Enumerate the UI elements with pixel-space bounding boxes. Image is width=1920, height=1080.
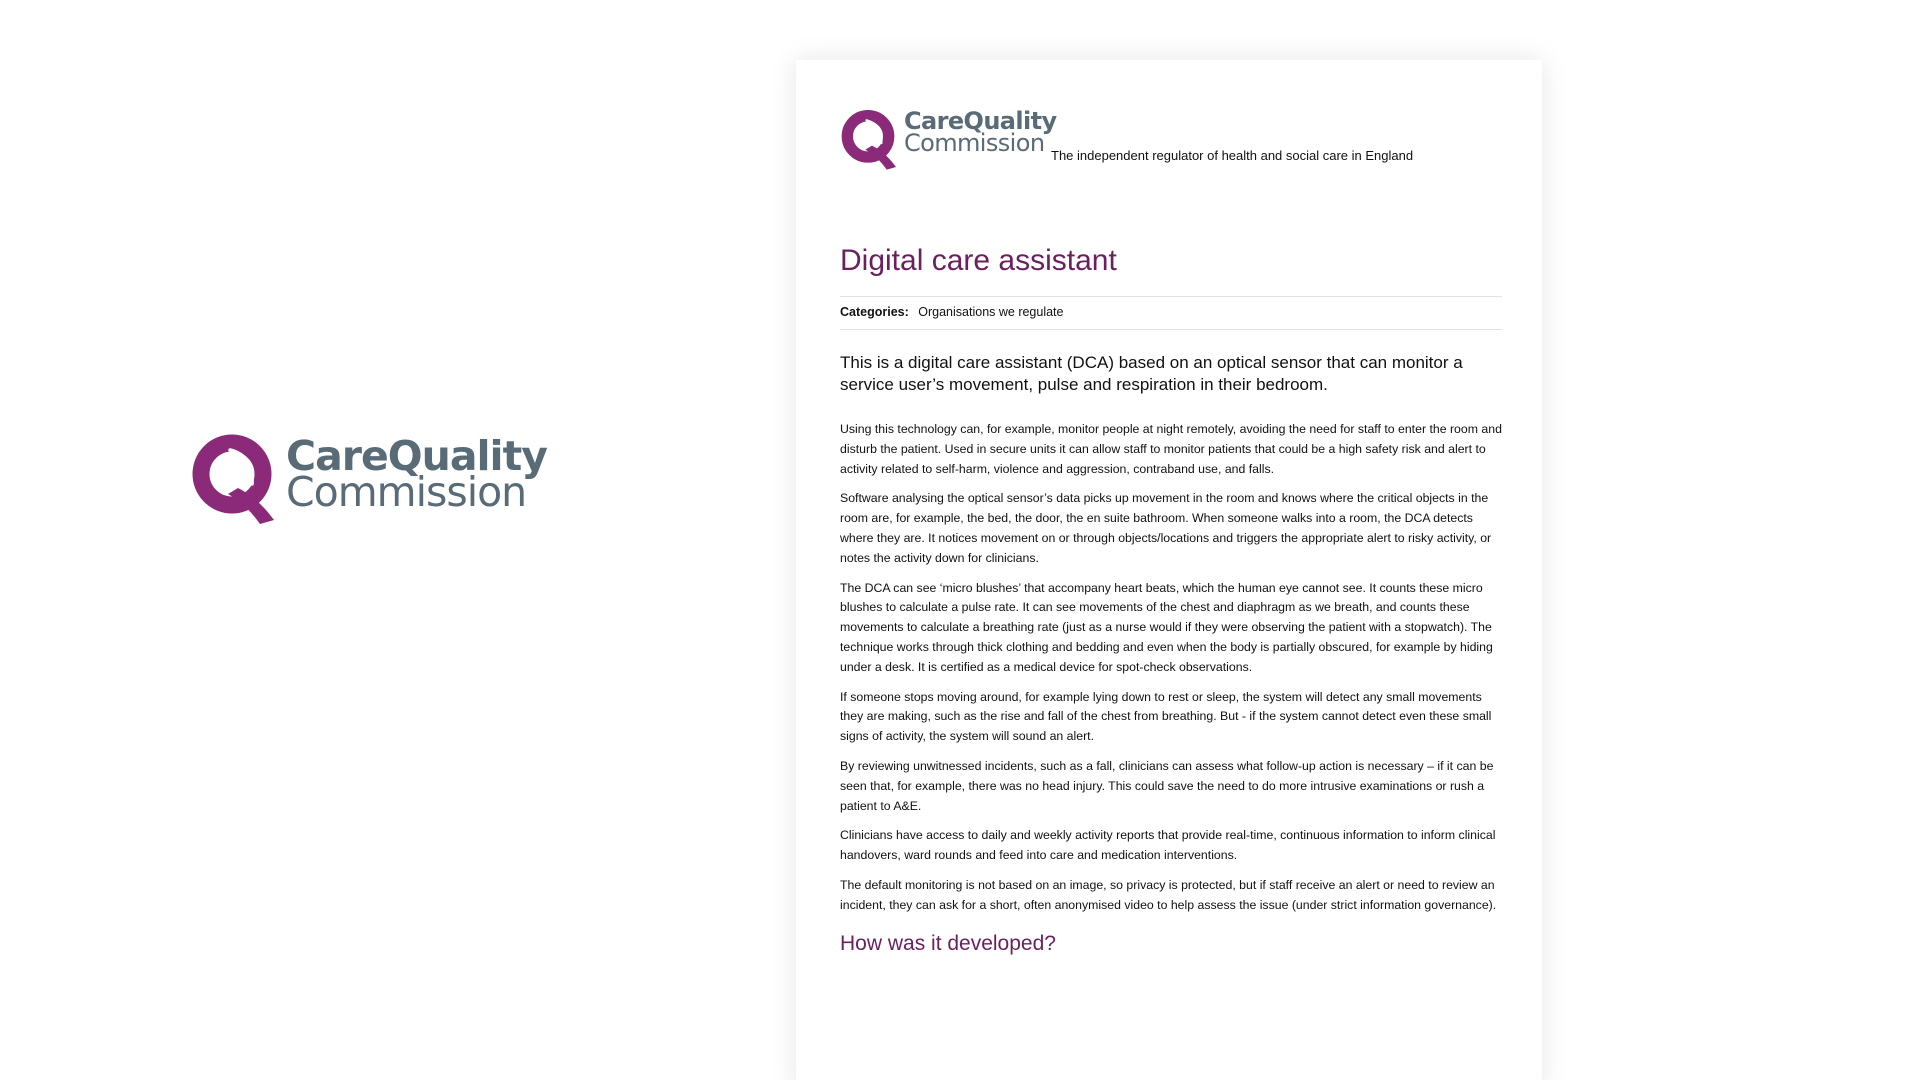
body-paragraph-6: Clinicians have access to daily and weekly activity reports that provide real-time, continuous information to inform clinical handovers, ward rounds and feed into care and medication interventions. — [840, 828, 1496, 863]
cqc-logo-large — [190, 428, 547, 528]
body-paragraph-4: If someone stops moving around, for example lying down to rest or sleep, the system will detect any small movements they are making, such as the rise and fall of the chest from breathing. But - if the system cannot detect even these small signs of activity, the system will sound an alert. — [840, 689, 1492, 744]
cqc-q-mark-icon-small — [840, 104, 900, 174]
body-paragraph-3: The DCA can see ‘micro blushes’ that accompany heart beats, which the human eye cannot see. It counts these micro blushes to calculate a pulse rate. It can see movements of the chest and diaphragm as we breath, and counts these movements to calculate a breathing rate (just as a nurse would if they were observing the patient with a stopwatch). The technique works through thick clothing and bedding and even when the body is partially obscured, for example by hiding under a desk. It is certified as a medical device for spot-check observations. — [840, 580, 1493, 674]
header-tagline: The independent regulator of health and social care in England — [1051, 148, 1414, 163]
body-paragraph-2: Software analysing the optical sensor’s data picks up movement in the room and knows where the critical objects in the room are, for example, the bed, the door, the en suite bathroom. When someone walks into a room, the DCA detects where they are. It notices movement on or through objects/locations and triggers the appropriate alert to risky activity, or notes the activity down for clinicians. — [840, 491, 1492, 565]
divider-top — [840, 296, 1502, 297]
header-wordmark-line1: CareQuality — [904, 107, 1057, 135]
logo-wordmark-line2: Commission — [286, 468, 527, 516]
document-header — [840, 104, 1500, 174]
cqc-q-mark-icon — [190, 428, 280, 528]
categories-label: Categories: — [840, 305, 909, 319]
lead-paragraph: This is a digital care assistant (DCA) based on an optical sensor that can monitor a service user’s movement, pulse and respiration in their bedroom. — [840, 353, 1463, 394]
categories-value: Organisations we regulate — [918, 305, 1064, 319]
document-page — [796, 60, 1542, 1080]
logo-wordmark-line1: CareQuality — [286, 432, 547, 480]
section-heading-development: How was it developed? — [840, 931, 1056, 955]
categories-row — [840, 305, 1064, 319]
body-paragraph-7: The default monitoring is not based on an image, so privacy is protected, but if staff receive an alert or need to review an incident, they can ask for a short, often anonymised video to help assess the issue (under strict information governance). — [840, 877, 1497, 912]
body-paragraph-1: Using this technology can, for example, monitor people at night remotely, avoiding the need for staff to enter the room and disturb the patient. Used in secure units it can allow staff to monitor patients that could be a high safety risk and alert to activity related to self-harm, violence and aggression, contraband use, and falls. — [840, 422, 1502, 476]
divider-bottom — [840, 329, 1502, 330]
header-wordmark-line2: Commission — [904, 129, 1045, 157]
document-body — [840, 352, 1504, 956]
body-paragraph-5: By reviewing unwitnessed incidents, such as a fall, clinicians can assess what follow-up action is necessary – if it can be seen that, for example, there was no head injury. This could save the need to do more intrusive examinations or rush a patient to A&E. — [840, 758, 1494, 813]
document-title: Digital care assistant — [840, 244, 1117, 277]
